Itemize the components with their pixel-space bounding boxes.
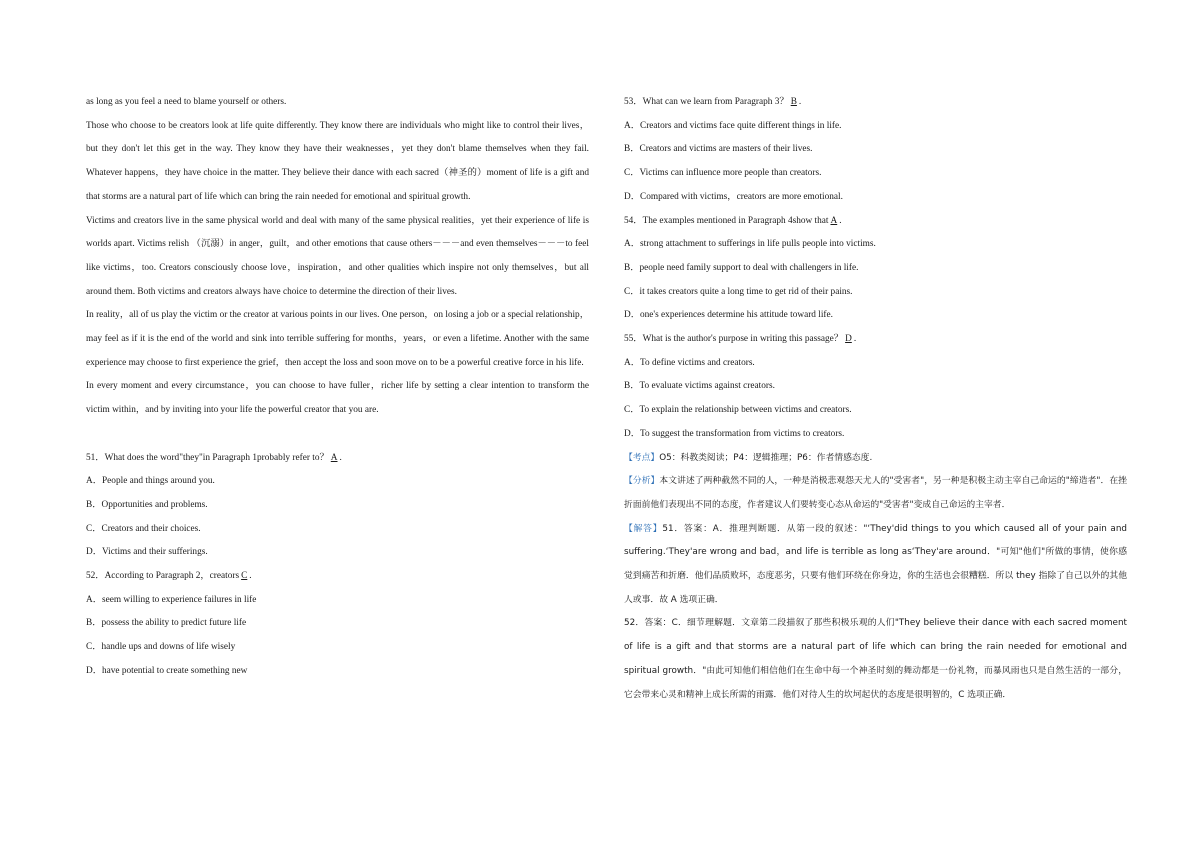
question-54-end: . bbox=[839, 215, 842, 226]
q53-option-c: C．Victims can influence more people than creators. bbox=[624, 168, 822, 179]
q52-option-b: B．possess the ability to predict future life bbox=[86, 618, 247, 629]
question-52 bbox=[86, 565, 589, 589]
q51-option-a: A．People and things around you. bbox=[86, 476, 215, 487]
question-54-stem: 54．The examples mentioned in Paragraph 4show that bbox=[624, 215, 829, 226]
q55-option-d: D．To suggest the transformation from victims to creators. bbox=[624, 428, 845, 439]
question-53 bbox=[624, 91, 1127, 115]
passage-paragraph-4: In reality，all of us play the victim or the creator at various points in our lives. One person，on losing a job or a special relationship，may feel as if it is the end of the world and sink into terrible suffering for months，years，or even a lifetime. Another with the same experience may choose to first experience the grief，then accept the loss and soon move on to be a powerful creative force in his life. bbox=[86, 310, 589, 368]
q55-option-c: C．To explain the relationship between victims and creators. bbox=[624, 405, 852, 416]
kaodian-tag: 【考点】 bbox=[624, 452, 660, 463]
question-55-stem: 55．What is the author's purpose in writing this passage？ bbox=[624, 334, 844, 345]
question-51-end: . bbox=[339, 452, 342, 463]
jieda-text: 51．答案：A．推理判断题．从第一段的叙述："‘They'did things to you which caused all of your pain and suffering.‘They'are wrong and bad，and life is terrible as long as‘They'are around．"可知"他们"所做的事情，使你感觉到痛苦和折磨．他们品质败坏，态度恶劣，只要有他们环绕在你身边，你的生活也会很糟糕．所以 they 指除了自己以外的其他人或事．故 A 选项正确． bbox=[624, 523, 1127, 605]
question-52-answer: C bbox=[241, 571, 248, 582]
passage-paragraph-1-tail: as long as you feel a need to blame yourself or others. bbox=[86, 97, 287, 107]
question-55-end: . bbox=[853, 334, 857, 345]
jieda-tag: 【解答】 bbox=[624, 523, 663, 534]
q53-option-a: A．Creators and victims face quite different things in life. bbox=[624, 120, 842, 131]
question-53-end: . bbox=[798, 97, 802, 107]
question-55-answer: D bbox=[845, 334, 852, 345]
q52-option-d: D．have potential to create something new bbox=[86, 665, 248, 676]
q51-option-c: C．Creators and their choices. bbox=[86, 523, 201, 534]
q54-option-c: C．it takes creators quite a long time to get rid of their pains. bbox=[624, 286, 853, 297]
q52-option-c: C．handle ups and downs of life wisely bbox=[86, 642, 236, 653]
question-51 bbox=[86, 447, 589, 471]
question-51-answer: A bbox=[330, 452, 338, 463]
q52-option-a: A．seem willing to experience failures in life bbox=[86, 594, 257, 605]
question-54 bbox=[624, 210, 1127, 234]
fenxi-tag: 【分析】 bbox=[624, 476, 660, 487]
question-54-answer: A bbox=[830, 215, 838, 226]
q51-option-d: D．Victims and their sufferings. bbox=[86, 547, 208, 558]
fenxi-text: 本文讲述了两种截然不同的人，一种是消极悲观怨天尤人的"受害者"，另一种是积极主动主宰自己命运的"缔造者"．在挫折面前他们表现出不同的态度，作者建议人们要转变心态从命运的"受害者"变成自己命运的主宰者． bbox=[624, 476, 1127, 510]
passage-paragraph-3: Victims and creators live in the same physical world and deal with many of the same physical realities，yet their experience of life is worlds apart. Victims relish （沉溺）in anger，guilt，and other emotions that cause others－－－and even themselves－－－to feel like victims，too. Creators consciously choose love，inspiration，and other qualities which inspire not only themselves，but all around them. Both victims and creators always have choice to determine the direction of their lives. bbox=[86, 215, 589, 297]
question-52-stem: 52．According to Paragraph 2，creators bbox=[86, 571, 240, 582]
q53-option-b: B．Creators and victims are masters of their lives. bbox=[624, 144, 813, 155]
jieda-section bbox=[624, 518, 1127, 613]
q55-option-b: B．To evaluate victims against creators. bbox=[624, 381, 775, 392]
spacer bbox=[86, 423, 589, 447]
left-column bbox=[86, 91, 589, 684]
q52-explanation: 52．答案：C．细节理解题．文章第二段描叙了那些积极乐观的人们"They believe their dance with each sacred moment of life is a gift and that storms are a natural part of life which can bring the rain needed for emotional and spiritual growth．"由此可知他们相信他们在生命中每一个神圣时刻的舞动都是一份礼物，而暴风雨也只是自然生活的一部分，它会带来心灵和精神上成长所需的雨露．他们对待人生的坎坷起伏的态度是很明智的，C 选项正确． bbox=[624, 618, 1127, 700]
q53-option-d: D．Compared with victims，creators are more emotional. bbox=[624, 191, 843, 202]
q54-option-a: A．strong attachment to sufferings in life pulls people into victims. bbox=[624, 239, 876, 250]
question-52-end: . bbox=[249, 571, 252, 582]
q51-option-b: B．Opportunities and problems. bbox=[86, 499, 208, 510]
question-53-stem: 53．What can we learn from Paragraph 3？ bbox=[624, 97, 789, 107]
passage-paragraph-5: In every moment and every circumstance，you can choose to have fuller，richer life by setting a clear intention to transform the victim within，and by inviting into your life the powerful creator that you are. bbox=[86, 381, 589, 416]
right-column bbox=[624, 91, 1127, 707]
kaodian-text: O5：科教类阅读；P4：逻辑推理；P6：作者情感态度. bbox=[659, 452, 873, 463]
kaodian-section bbox=[624, 447, 1127, 471]
passage-paragraph-2: Those who choose to be creators look at life quite differently. They know there are individuals who might like to control their lives，but they don't let this get in the way. They know they have their weaknesses，yet they don't blame themselves when they fail. Whatever happens，they have choice in the matter. They believe their dance with each sacred（神圣的）moment of life is a gift and that storms are a natural part of life which can bring the rain needed for emotional and spiritual growth. bbox=[86, 120, 589, 202]
fenxi-section bbox=[624, 470, 1127, 517]
q55-option-a: A．To define victims and creators. bbox=[624, 357, 755, 368]
question-55 bbox=[624, 328, 1127, 352]
question-51-stem: 51．What does the word"they"in Paragraph 1probably refer to？ bbox=[86, 452, 329, 463]
q54-option-b: B．people need family support to deal with challengers in life. bbox=[624, 262, 859, 273]
question-53-answer: B bbox=[790, 97, 797, 107]
q54-option-d: D．one's experiences determine his attitude toward life. bbox=[624, 310, 833, 321]
